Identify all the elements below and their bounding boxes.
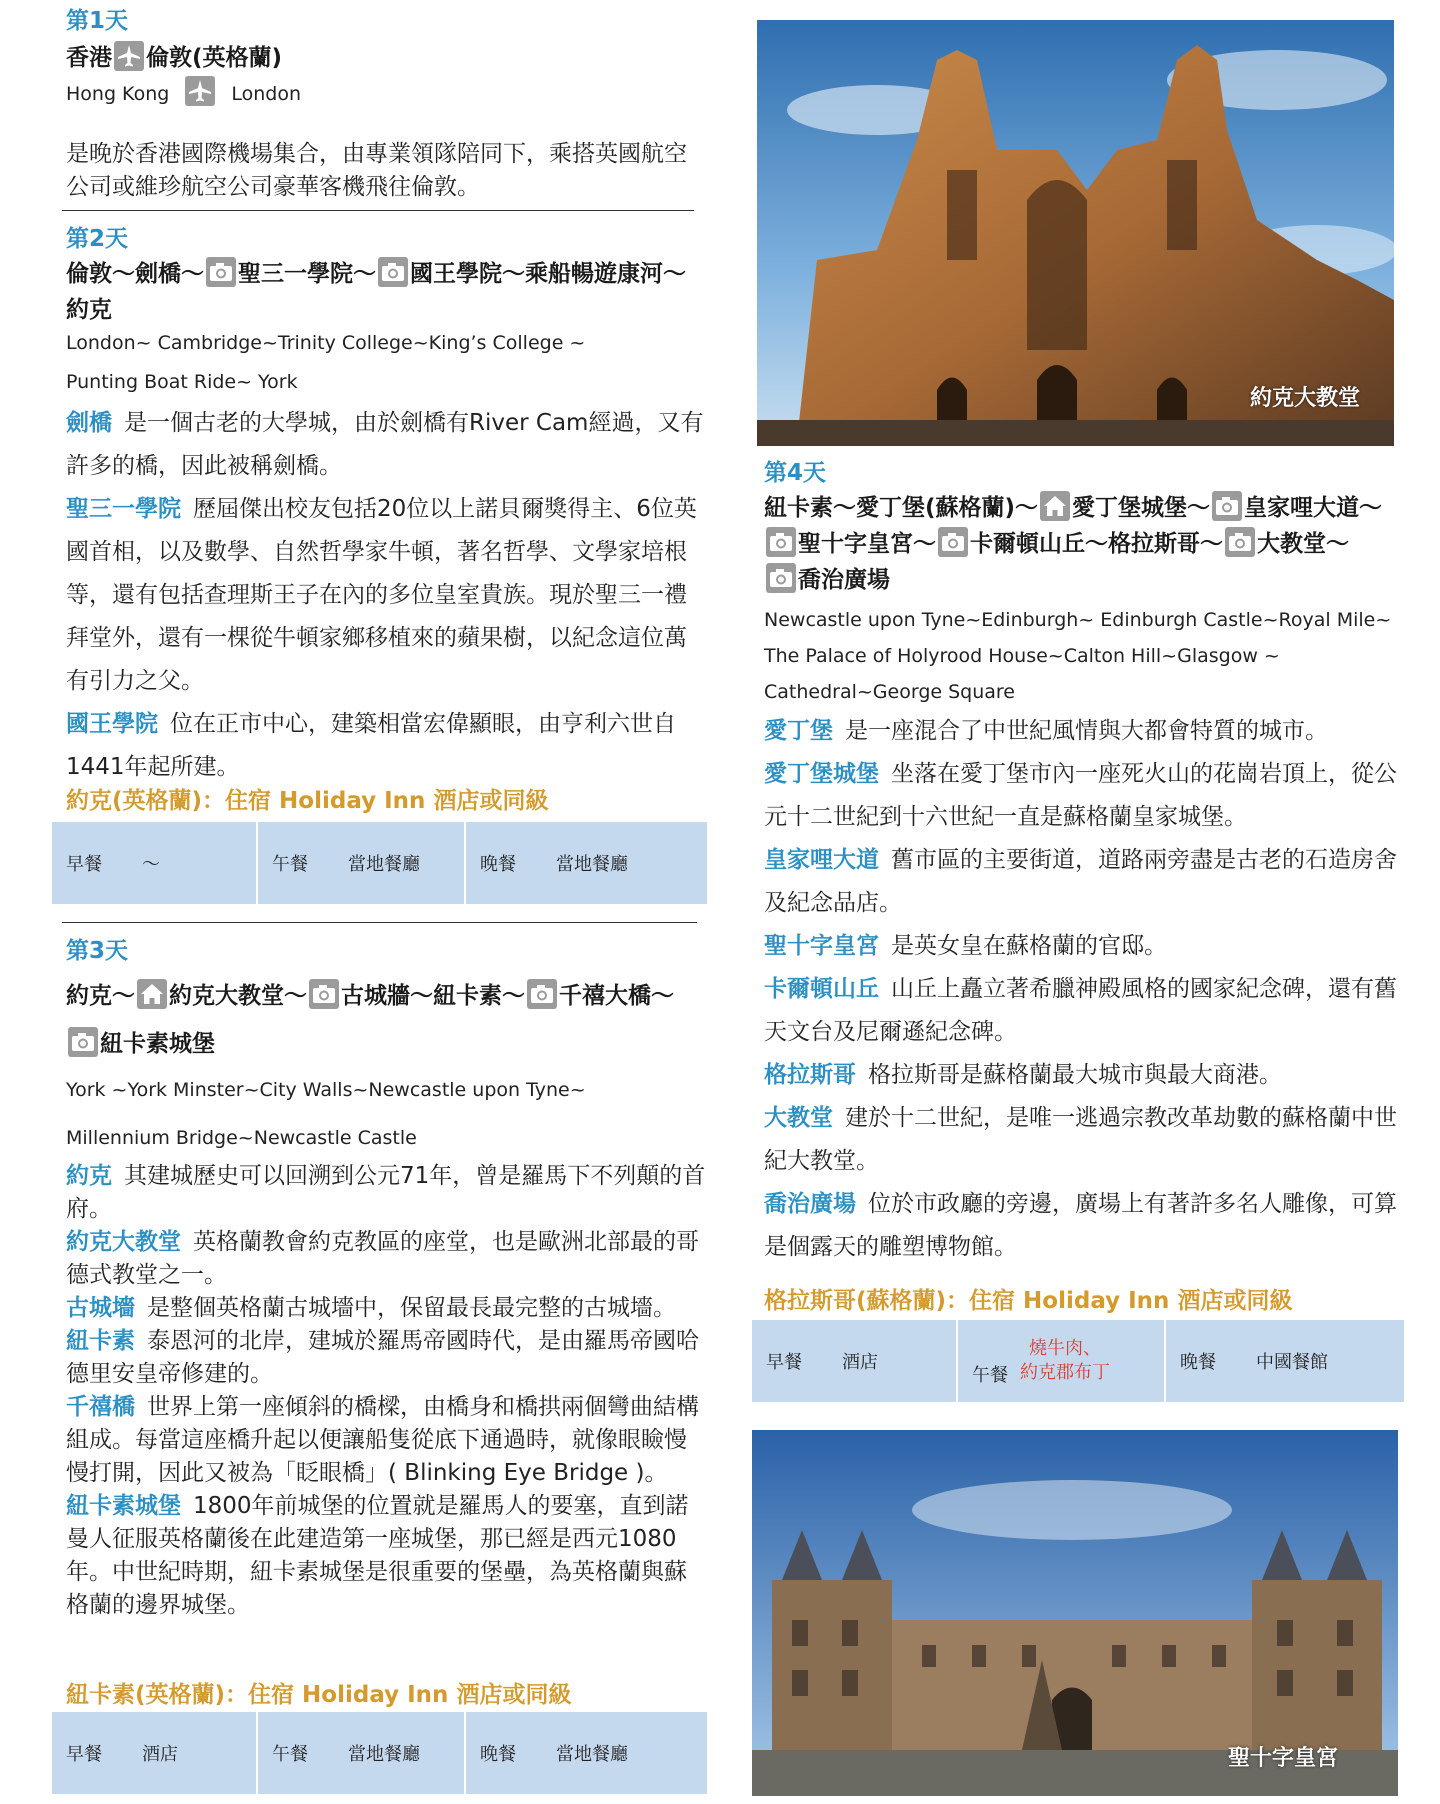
day4-item-keyword: 愛丁堡 [764, 718, 833, 744]
day1-route-to: 倫敦(英格蘭) [146, 45, 283, 71]
meal-dinner [1166, 1320, 1404, 1402]
day2-route-c: 國王學院～乘船暢遊康河～約克 [66, 261, 686, 323]
day4-item-keyword: 卡爾頓山丘 [764, 976, 879, 1002]
camera-icon [766, 527, 796, 557]
day2-label: 第2天 [66, 226, 129, 252]
day4-route-e: 卡爾頓山丘～格拉斯哥～ [970, 531, 1223, 557]
day2-item-keyword: 國王學院 [66, 711, 158, 737]
camera-icon [206, 257, 236, 287]
day3-item-text: 其建城歷史可以回溯到公元71年，曾是羅馬下不列顛的首府。 [66, 1163, 706, 1222]
day3-item [66, 1490, 706, 1622]
day4-route-en-2: The Palace of Holyrood House~Calton Hill~Glasgow ~ [764, 645, 1280, 667]
plane-icon [114, 41, 144, 71]
meal-label: 午餐 [972, 1365, 1008, 1386]
day4-item [764, 1183, 1404, 1269]
camera-icon [68, 1027, 98, 1057]
york-minster-caption: 約克大教堂 [1249, 386, 1360, 411]
day3-route-c: 古城牆～紐卡素～ [341, 983, 525, 1009]
day2-item-text: 位在正市中心，建築相當宏偉顯眼，由亨利六世自1441年起所建。 [66, 711, 676, 780]
meal-label: 晚餐 [480, 1744, 516, 1765]
day4-item-keyword: 大教堂 [764, 1105, 833, 1131]
meal-value: 當地餐廳 [348, 1744, 420, 1765]
day3-item-text: 英格蘭教會約克教區的座堂，也是歐洲北部最的哥德式教堂之一。 [66, 1229, 699, 1288]
day1-route-from: 香港 [66, 45, 112, 71]
day4-meal-bar [752, 1320, 1404, 1402]
day4-item-text: 是一座混合了中世紀風情與大都會特質的城市。 [845, 718, 1328, 744]
camera-icon [938, 527, 968, 557]
day3-item-text: 是整個英格蘭古城墻中，保留最長最完整的古城墻。 [147, 1295, 676, 1321]
day4-item-keyword: 聖十字皇宮 [764, 933, 879, 959]
day2-hotel: 約克(英格蘭)：住宿 Holiday Inn 酒店或同級 [66, 788, 549, 814]
day-divider [62, 210, 694, 211]
day4-route-a: 紐卡素～愛丁堡(蘇格蘭)～ [764, 495, 1039, 521]
day2-item-text: 是一個古老的大學城，由於劍橋有River Cam經過，又有許多的橋，因此被稱劍橋。 [66, 410, 704, 479]
day4-route [764, 490, 1404, 598]
meal-value [1020, 1337, 1110, 1385]
meal-value: ～ [142, 854, 160, 875]
meal-dinner [466, 822, 707, 904]
day4-item-keyword: 皇家哩大道 [764, 847, 879, 873]
day4-label: 第4天 [764, 460, 827, 486]
day1-route [66, 40, 706, 76]
day4-route-b: 愛丁堡城堡～ [1072, 495, 1211, 521]
day3-label: 第3天 [66, 938, 129, 964]
day4-item [764, 710, 1404, 753]
meal-value: 當地餐廳 [556, 1744, 628, 1765]
day4-route-c: 皇家哩大道～ [1244, 495, 1383, 521]
meal-breakfast [52, 822, 258, 904]
day4-item [764, 839, 1404, 925]
day3-item [66, 1325, 706, 1391]
day4-item-text: 格拉斯哥是蘇格蘭最大城市與最大商港。 [868, 1062, 1282, 1088]
day4-item-text: 建於十二世紀，是唯一逃過宗教改革劫數的蘇格蘭中世紀大教堂。 [764, 1105, 1397, 1174]
meal-value: 當地餐廳 [556, 854, 628, 875]
day-divider [62, 922, 697, 923]
day2-items [66, 402, 706, 789]
day2-route-b: 聖三一學院～ [238, 261, 376, 287]
meal-label: 晚餐 [480, 854, 516, 875]
meal-value-line-1: 燒牛肉、 [1029, 1338, 1101, 1359]
day3-hotel: 紐卡素(英格蘭)：住宿 Holiday Inn 酒店或同級 [66, 1682, 572, 1708]
day3-item [66, 1391, 706, 1490]
day4-item [764, 1054, 1404, 1097]
day1-label: 第1天 [66, 8, 129, 34]
meal-dinner [466, 1712, 707, 1794]
meal-breakfast [752, 1320, 958, 1402]
plane-icon [185, 76, 215, 106]
day1-description: 是晚於香港國際機場集合，由專業領隊陪同下，乘搭英國航空公司或維珍航空公司豪華客機飛往倫敦。 [66, 141, 687, 200]
day3-item-text: 泰恩河的北岸，建城於羅馬帝國時代，是由羅馬帝國哈德里安皇帝修建的。 [66, 1328, 699, 1387]
meal-lunch [258, 1712, 466, 1794]
day2-route [66, 256, 706, 328]
camera-icon [1212, 491, 1242, 521]
meal-label: 午餐 [272, 854, 308, 875]
day3-item [66, 1226, 706, 1292]
holyrood-palace-photo [752, 1430, 1398, 1796]
meal-value: 當地餐廳 [348, 854, 420, 875]
meal-label: 早餐 [66, 1744, 102, 1765]
camera-icon [1225, 527, 1255, 557]
day3-item-keyword: 紐卡素城堡 [66, 1493, 181, 1519]
day1-route-en-to: London [231, 83, 302, 105]
day4-item-text: 山丘上矗立著希臘神殿風格的國家紀念碑，還有舊天文台及尼爾遜紀念碑。 [764, 976, 1397, 1045]
camera-icon [309, 979, 339, 1009]
meal-value-line-2: 約克郡布丁 [1020, 1362, 1110, 1383]
day4-item-keyword: 喬治廣場 [764, 1191, 856, 1217]
meal-label: 早餐 [766, 1352, 802, 1373]
day4-item [764, 1097, 1404, 1183]
house-icon [1040, 491, 1070, 521]
day4-item [764, 925, 1404, 968]
day4-item-text: 坐落在愛丁堡市內一座死火山的花崗岩頂上，從公元十二世紀到十六世紀一直是蘇格蘭皇家城堡。 [764, 761, 1397, 830]
day3-route-b: 約克大教堂～ [169, 983, 307, 1009]
day3-item-keyword: 紐卡素 [66, 1328, 135, 1354]
day3-route [66, 972, 706, 1068]
day4-route-en-3: Cathedral~George Square [764, 681, 1015, 703]
day3-route-e: 紐卡素城堡 [100, 1031, 215, 1057]
camera-icon [378, 257, 408, 287]
day3-item-keyword: 約克 [66, 1163, 112, 1189]
day3-meal-bar [52, 1712, 707, 1794]
day2-meal-bar [52, 822, 707, 904]
meal-label: 晚餐 [1180, 1352, 1216, 1373]
camera-icon [766, 563, 796, 593]
day4-item [764, 753, 1404, 839]
day4-items [764, 710, 1404, 1269]
day3-item [66, 1292, 706, 1325]
day3-items [66, 1160, 706, 1622]
york-minster-photo [757, 20, 1394, 446]
holyrood-palace-caption: 聖十字皇宮 [1227, 1746, 1338, 1771]
day2-item-keyword: 聖三一學院 [66, 496, 181, 522]
meal-value: 酒店 [842, 1352, 878, 1373]
day3-route-a: 約克～ [66, 983, 135, 1009]
meal-label: 早餐 [66, 854, 102, 875]
day4-item-text: 是英女皇在蘇格蘭的官邸。 [891, 933, 1167, 959]
day3-route-d: 千禧大橋～ [559, 983, 674, 1009]
day2-route-en-2: Punting Boat Ride~ York [66, 371, 298, 393]
day3-item-keyword: 古城墻 [66, 1295, 135, 1321]
camera-icon [527, 979, 557, 1009]
meal-label: 午餐 [272, 1744, 308, 1765]
day2-route-a: 倫敦～劍橋～ [66, 261, 204, 287]
day1-route-en [66, 76, 706, 112]
day2-item-text: 歷屆傑出校友包括20位以上諾貝爾獎得主、6位英國首相，以及數學、自然哲學家牛頓，著名哲學、文學家培根等，還有包括查理斯王子在內的多位皇室貴族。現於聖三一禮拜堂外，還有一棵從牛頓家鄉移植來的蘋果樹，以紀念這位萬有引力之父。 [66, 496, 697, 694]
day2-item [66, 402, 706, 488]
day4-route-g: 喬治廣場 [798, 567, 890, 593]
day4-route-d: 聖十字皇宮～ [798, 531, 936, 557]
day3-item-text: 1800年前城堡的位置就是羅馬人的要塞，直到諾曼人征服英格蘭後在此建造第一座城堡，那已經是西元1080年。中世紀時期，紐卡素城堡是很重要的堡壘，為英格蘭與蘇格蘭的邊界城堡。 [66, 1493, 689, 1618]
day1-route-en-from: Hong Kong [66, 83, 170, 105]
day3-item-keyword: 約克大教堂 [66, 1229, 181, 1255]
day2-route-en-1: London~ Cambridge~Trinity College~King’s College ~ [66, 332, 586, 354]
day2-item-keyword: 劍橋 [66, 410, 112, 436]
meal-lunch [258, 822, 466, 904]
house-icon [137, 979, 167, 1009]
day4-route-en-1: Newcastle upon Tyne~Edinburgh~ Edinburgh Castle~Royal Mile~ [764, 609, 1392, 631]
day2-item [66, 488, 706, 703]
day4-route-f: 大教堂～ [1257, 531, 1349, 557]
meal-lunch [958, 1320, 1166, 1402]
day2-item [66, 703, 706, 789]
day4-item [764, 968, 1404, 1054]
meal-value: 中國餐館 [1256, 1352, 1328, 1373]
day4-item-keyword: 愛丁堡城堡 [764, 761, 879, 787]
day4-hotel: 格拉斯哥(蘇格蘭)：住宿 Holiday Inn 酒店或同級 [764, 1288, 1293, 1314]
meal-breakfast [52, 1712, 258, 1794]
day4-item-keyword: 格拉斯哥 [764, 1062, 856, 1088]
day3-route-en-2: Millennium Bridge~Newcastle Castle [66, 1127, 417, 1149]
day4-item-text: 舊市區的主要街道，道路兩旁盡是古老的石造房舍及紀念品店。 [764, 847, 1397, 916]
meal-value: 酒店 [142, 1744, 178, 1765]
day4-item-text: 位於市政廳的旁邊，廣場上有著許多名人雕像，可算是個露天的雕塑博物館。 [764, 1191, 1397, 1260]
day3-item [66, 1160, 706, 1226]
day3-route-en-1: York ~York Minster~City Walls~Newcastle upon Tyne~ [66, 1079, 586, 1101]
day3-item-keyword: 千禧橋 [66, 1394, 135, 1420]
day3-item-text: 世界上第一座傾斜的橋樑，由橋身和橋拱兩個彎曲結構組成。每當這座橋升起以便讓船隻從底下通過時，就像眼瞼慢慢打開，因此又被為「眨眼橋」( Blinking Eye Bridge )。 [66, 1394, 699, 1486]
